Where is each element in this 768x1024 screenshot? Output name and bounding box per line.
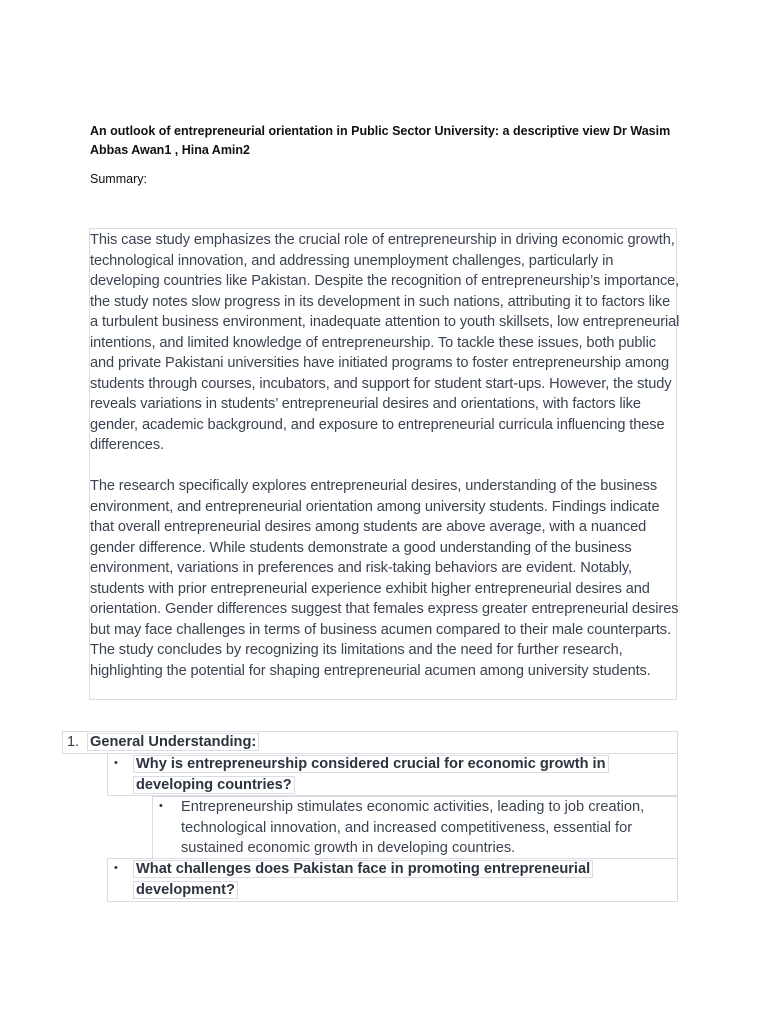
answer-1: Entrepreneurship stimulates economic activities, leading to job creation, technological innovation, and increased competitiveness, essential for sustained economic growth in developing countries.: [181, 799, 645, 856]
summary-paragraph-1: This case study emphasizes the crucial role of entrepreneurship in driving economic growth, technological innovation, and addressing unemployment challenges, particularly in developing countries like Pakistan. Despite the recognition of entrepreneurship’s importance, the study notes slow progress in its development in such nations, attributing it to factors like a turbulent business environment, inadequate attention to youth skillsets, low entrepreneurial intentions, and limited knowledge of entrepreneurship. To tackle these issues, both public and private Pakistani universities have initiated programs to foster entrepreneurship among students through courses, incubators, and support for student start-ups. However, the study reveals variations in students’ entrepreneurial desires and orientations, with factors like gender, academic background, and exposure to entrepreneurial curricula influencing these differences.: [90, 232, 680, 453]
question-2: What challenges does Pakistan face in promoting entrepreneurial development?: [136, 859, 593, 901]
list-number: 1.: [67, 734, 80, 750]
document-title: An outlook of entrepreneurial orientation in Public Sector University: a descriptive view Dr Wasim Abbas Awan1 , Hina Amin2: [90, 124, 671, 157]
bullet-icon: •: [114, 862, 118, 874]
question-1: Why is entrepreneurship considered crucial for economic growth in developing countries?: [136, 754, 609, 796]
bullet-icon: •: [159, 800, 163, 812]
summary-label: Summary:: [90, 172, 147, 186]
section-heading: General Understanding:: [90, 732, 259, 753]
bullet-icon: •: [114, 757, 118, 769]
summary-paragraph-2: The research specifically explores entrepreneurial desires, understanding of the business environment, and entrepreneurial orientation among university students. Findings indicate that overall entrepreneurial desires among students are above average, with a nuanced gender difference. While students demonstrate a good understanding of the business environment, variations in preferences and risk-taking behaviors are evident. Notably, students with prior entrepreneurial experience exhibit higher entrepreneurial desires and orientation. Gender differences suggest that females express greater entrepreneurial desires but may face challenges in terms of business acumen compared to their male counterparts. The study concludes by recognizing its limitations and the need for further research, highlighting the potential for shaping entrepreneurial acumen among university students.: [90, 478, 679, 679]
